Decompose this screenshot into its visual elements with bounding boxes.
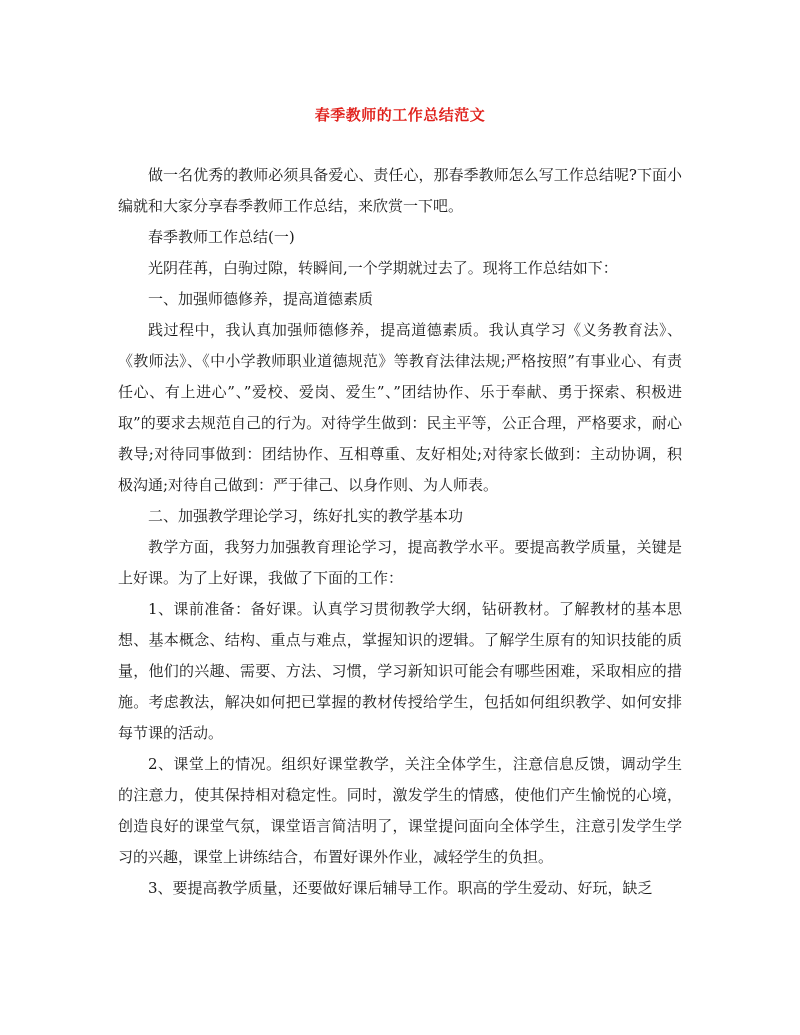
paragraph: 践过程中，我认真加强师德修养，提高道德素质。我认真学习《义务教育法》、《教师法》、《中小学教师职业道德规范》等教育法律法规;严格按照”有事业心、有责任心、有上进心”、”爱校、爱岗、爱生”、”团结协作、乐于奉献、勇于探索、积极进取”的要求去规范自己的行为。对待学生做到：民主平等，公正合理，严格要求，耐心教导;对待同事做到：团结协作、互相尊重、友好相处;对待家长做到：主动协调，积极沟通;对待自己做到：严于律己、以身作则、为人师表。 [118, 321, 682, 494]
list-item-paragraph: 3、要提高教学质量，还要做好课后辅导工作。职高的学生爱动、好玩，缺乏 [148, 879, 653, 897]
section-heading: 春季教师工作总结(一) [148, 228, 295, 246]
list-item-paragraph: 1、课前准备：备好课。认真学习贯彻教学大纲，钻研教材。了解教材的基本思想、基本概念、结构、重点与难点，掌握知识的逻辑。了解学生原有的知识技能的质量，他们的兴趣、需要、方法、习惯，学习新知识可能会有哪些困难，采取相应的措施。考虑教法，解决如何把已掌握的教材传授给学生，包括如何组织教学、如何安排每节课的活动。 [118, 600, 682, 742]
list-item-paragraph: 2、课堂上的情况。组织好课堂教学，关注全体学生，注意信息反馈，调动学生的注意力，使其保持相对稳定性。同时，激发学生的情感，使他们产生愉悦的心境，创造良好的课堂气氛，课堂语言简洁明了，课堂提问面向全体学生，注意引发学生学习的兴趣，课堂上讲练结合，布置好课外作业，减轻学生的负担。 [118, 755, 682, 866]
document-title: 春季教师的工作总结范文 [314, 106, 486, 124]
subsection-heading: 一、加强师德修养，提高道德素质 [148, 290, 374, 308]
paragraph: 教学方面，我努力加强教育理论学习，提高教学水平。要提高教学质量，关键是上好课。为了上好课，我做了下面的工作： [118, 538, 682, 587]
subsection-heading: 二、加强教学理论学习，练好扎实的教学基本功 [148, 507, 464, 525]
document-body [118, 160, 682, 904]
paragraph-intro: 做一名优秀的教师必须具备爱心、责任心，那春季教师怎么写工作总结呢?下面小编就和大家分享春季教师工作总结，来欣赏一下吧。 [118, 166, 682, 215]
paragraph: 光阴荏苒，白驹过隙，转瞬间,一个学期就过去了。现将工作总结如下： [148, 259, 618, 277]
